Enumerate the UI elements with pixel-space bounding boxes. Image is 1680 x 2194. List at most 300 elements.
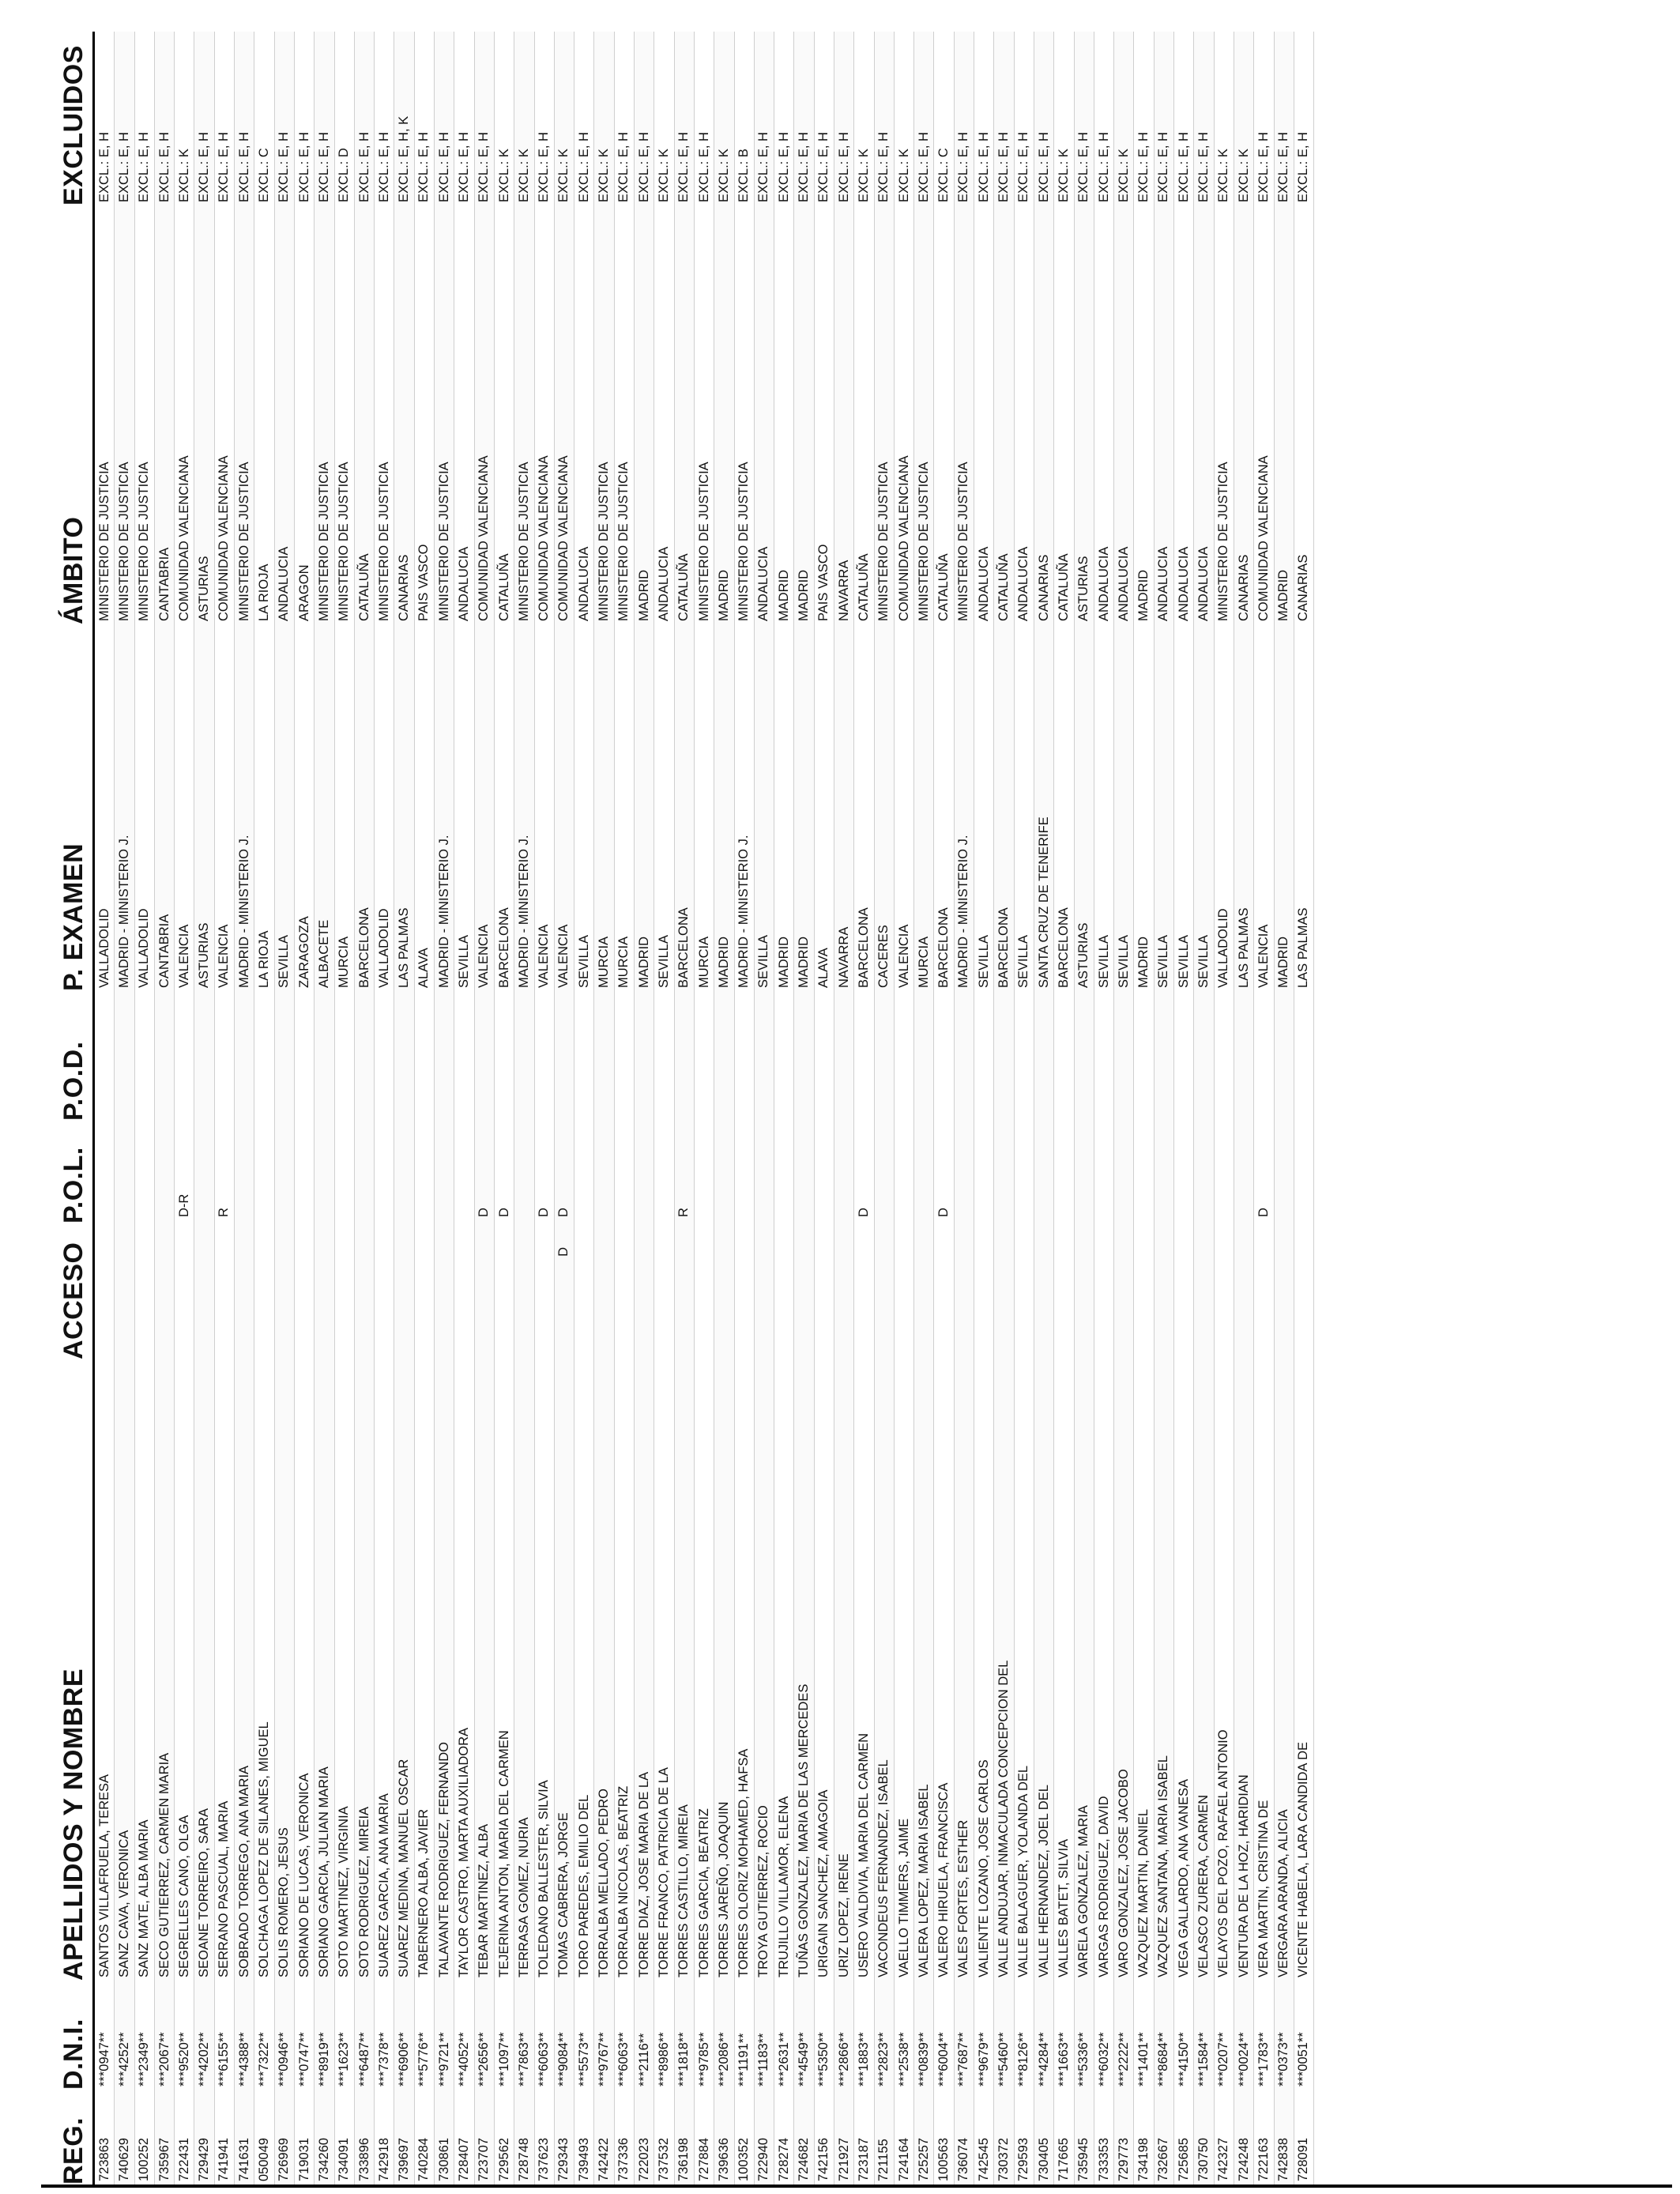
cell-reg: 725685 [1176, 2137, 1191, 2181]
cell-name: VALLES BATET, SILVIA [1056, 1838, 1071, 1977]
cell-reg: 724682 [797, 2137, 812, 2181]
cell-examen: BARCELONA [676, 907, 691, 988]
cell-reg: 724164 [896, 2137, 911, 2181]
cell-excluidos: EXCL.: E, H [1096, 132, 1111, 202]
cell-examen: BARCELONA [856, 907, 871, 988]
cell-ambito: COMUNIDAD VALENCIANA [896, 455, 911, 621]
cell-excluidos: EXCL.: E, H [1016, 132, 1031, 202]
header-excluidos: EXCLUIDOS [58, 45, 89, 205]
cell-ambito: MINISTERIO DE JUSTICIA [337, 462, 352, 621]
table-row [435, 32, 454, 2185]
cell-ambito: MINISTERIO DE JUSTICIA [137, 462, 152, 621]
cell-acceso: D [556, 1247, 571, 1257]
cell-excluidos: EXCL.: E, H [1156, 132, 1171, 202]
cell-ambito: MINISTERIO DE JUSTICIA [876, 462, 891, 621]
table-row [755, 32, 774, 2185]
cell-ambito: COMUNIDAD VALENCIANA [537, 455, 552, 621]
cell-name: SANZ MATE, ALBA MARIA [137, 1819, 152, 1977]
cell-examen: MURCIA [597, 936, 612, 988]
cell-ambito: MINISTERIO DE JUSTICIA [436, 462, 451, 621]
cell-examen: CANTABRIA [156, 914, 171, 988]
cell-reg: 736198 [676, 2137, 691, 2181]
cell-name: TERRASA GOMEZ, NURIA [516, 1817, 531, 1977]
cell-excluidos: EXCL.: E, H [236, 132, 251, 202]
cell-name: TORRE FRANCO, PATRICIA DE LA [656, 1767, 671, 1977]
cell-ambito: MINISTERIO DE JUSTICIA [696, 462, 711, 621]
cell-name: VAZQUEZ SANTANA, MARIA ISABEL [1156, 1755, 1171, 1977]
cell-ambito: ANDALUCIA [1016, 546, 1031, 621]
cell-examen: SEVILLA [1116, 935, 1131, 988]
table-row [335, 32, 355, 2185]
cell-name: VELAYOS DEL POZO, RAFAEL ANTONIO [1216, 1729, 1231, 1977]
cell-excluidos: EXCL.: E, H [956, 132, 971, 202]
cell-name: VARO GONZALEZ, JOSE JACOBO [1116, 1769, 1131, 1977]
cell-reg: 742327 [1216, 2137, 1231, 2181]
cell-name: VICENTE HABELA, LARA CANDIDA DE [1296, 1741, 1311, 1977]
cell-ambito: CATALUÑA [676, 553, 691, 621]
cell-dni: ***2538** [896, 2032, 911, 2087]
cell-reg: 739493 [576, 2137, 591, 2181]
cell-dni: ***4202** [197, 2032, 212, 2087]
cell-ambito: MINISTERIO DE JUSTICIA [376, 462, 391, 621]
table-row [1234, 32, 1254, 2185]
cell-reg: 721155 [876, 2139, 891, 2181]
cell-excluidos: EXCL.: K [1056, 149, 1071, 202]
cell-ambito: MINISTERIO DE JUSTICIA [96, 462, 111, 621]
cell-dni: ***7863** [516, 2032, 531, 2087]
cell-name: VAZQUEZ MARTIN, DANIEL [1136, 1808, 1151, 1977]
cell-examen: SANTA CRUZ DE TENERIFE [1036, 816, 1051, 988]
cell-name: VARGAS RODRIGUEZ, DAVID [1096, 1796, 1111, 1977]
table-row [1094, 32, 1114, 2185]
cell-ambito: MINISTERIO DE JUSTICIA [616, 462, 631, 621]
cell-dni: ***0051** [1296, 2032, 1311, 2087]
cell-reg: 729343 [556, 2137, 571, 2181]
cell-ambito: ANDALUCIA [1096, 546, 1111, 621]
cell-excluidos: EXCL.: K [556, 149, 571, 202]
cell-reg: 100352 [736, 2137, 751, 2181]
table-row [695, 32, 714, 2185]
cell-name: VAELLO TIMMERS, JAIME [896, 1818, 911, 1977]
cell-excluidos: EXCL.: E, H [197, 132, 212, 202]
cell-ambito: CANARIAS [1296, 554, 1311, 621]
cell-examen: SEVILLA [976, 935, 991, 988]
cell-dni: ***1818** [676, 2032, 691, 2087]
cell-dni: ***1401** [1136, 2032, 1151, 2087]
cell-excluidos: EXCL.: E, H [996, 132, 1011, 202]
cell-examen: ASTURIAS [197, 922, 212, 988]
cell-reg: 742918 [376, 2137, 391, 2181]
cell-dni: ***0373** [1276, 2032, 1291, 2087]
cell-reg: 722431 [176, 2137, 191, 2181]
cell-examen: SEVILLA [277, 935, 292, 988]
cell-examen: MADRID - MINISTERIO J. [116, 835, 131, 988]
table-row [135, 32, 155, 2185]
cell-name: SORIANO GARCIA, JULIAN MARIA [316, 1766, 331, 1977]
table-row [1155, 32, 1174, 2185]
cell-examen: MADRID - MINISTERIO J. [516, 835, 531, 988]
cell-name: TORRALBA NICOLAS, BEATRIZ [616, 1785, 631, 1977]
table-body [95, 32, 1314, 2185]
cell-name: VALIENTE LOZANO, JOSE CARLOS [976, 1759, 991, 1977]
cell-dni: ***2222** [1116, 2032, 1131, 2087]
table-row [854, 32, 874, 2185]
cell-dni: ***8126** [1016, 2032, 1031, 2087]
cell-examen: VALENCIA [477, 924, 492, 988]
cell-name: SANTOS VILLAFRUELA, TERESA [96, 1774, 111, 1977]
cell-examen: SEVILLA [656, 935, 671, 988]
cell-examen: BARCELONA [936, 907, 951, 988]
cell-dni: ***2086** [716, 2032, 731, 2087]
cell-name: TORRES GARCIA, BEATRIZ [696, 1808, 711, 1977]
cell-name: TORO PAREDES, EMILIO DEL [576, 1794, 591, 1977]
excluded-list-document [41, 32, 1672, 2188]
cell-dni: ***0024** [1236, 2032, 1251, 2087]
cell-reg: 729429 [197, 2137, 212, 2181]
cell-ambito: PAIS VASCO [816, 544, 831, 621]
cell-excluidos: EXCL.: K [597, 149, 612, 202]
cell-reg: 730372 [996, 2137, 1011, 2181]
cell-dni: ***1783** [1256, 2032, 1271, 2087]
cell-reg: 733353 [1096, 2137, 1111, 2181]
cell-reg: 742545 [976, 2137, 991, 2181]
cell-examen: MURCIA [616, 936, 631, 988]
cell-ambito: NAVARRA [836, 560, 851, 621]
cell-ambito: CANTABRIA [156, 547, 171, 621]
table-row [974, 32, 994, 2185]
cell-name: SOLIS ROMERO, JESUS [277, 1827, 292, 1977]
cell-excluidos: EXCL.: K [1236, 149, 1251, 202]
cell-reg: 734198 [1136, 2137, 1151, 2181]
cell-excluidos: EXCL.: E, H [1276, 132, 1291, 202]
table-row [994, 32, 1014, 2185]
cell-name: VERA MARTIN, CRISTINA DE [1256, 1800, 1271, 1977]
cell-reg: 742156 [816, 2137, 831, 2181]
cell-name: VALLE HERNANDEZ, JOEL DEL [1036, 1785, 1051, 1977]
cell-reg: 730750 [1196, 2137, 1211, 2181]
cell-pol: D [1256, 1208, 1271, 1217]
cell-examen: SEVILLA [756, 935, 771, 988]
cell-name: TORRES OLORIZ MOHAMED, HAFSA [736, 1748, 751, 1977]
cell-excluidos: EXCL.: E, H [457, 132, 471, 202]
cell-name: VALES FORTES, ESTHER [956, 1819, 971, 1977]
cell-dni: ***2067** [156, 2032, 171, 2087]
cell-dni: ***4549** [797, 2032, 812, 2087]
cell-name: TOMAS CABRERA, JORGE [556, 1812, 571, 1977]
table-row [454, 32, 474, 2185]
cell-reg: 729562 [496, 2137, 511, 2181]
cell-excluidos: EXCL.: E, H [1176, 132, 1191, 202]
cell-name: URIZ LOPEZ, IRENE [836, 1853, 851, 1977]
cell-examen: MADRID - MINISTERIO J. [956, 835, 971, 988]
cell-reg: 737623 [537, 2137, 552, 2181]
cell-excluidos: EXCL.: E, H [316, 132, 331, 202]
table-row [815, 32, 834, 2185]
cell-examen: VALENCIA [176, 924, 191, 988]
cell-ambito: ASTURIAS [1076, 556, 1091, 621]
header-acceso: ACCESO [58, 1242, 89, 1359]
cell-reg: 742422 [597, 2137, 612, 2181]
table-row [1174, 32, 1194, 2185]
cell-reg: 740284 [416, 2137, 431, 2181]
cell-name: VALLE BALAGUER, YOLANDA DEL [1016, 1765, 1031, 1977]
table-row [375, 32, 394, 2185]
cell-ambito: MINISTERIO DE JUSTICIA [736, 462, 751, 621]
table-row [1134, 32, 1154, 2185]
cell-excluidos: EXCL.: E, H [576, 132, 591, 202]
cell-examen: VALENCIA [556, 924, 571, 988]
cell-reg: 730405 [1036, 2137, 1051, 2181]
cell-excluidos: EXCL.: E, H [537, 132, 552, 202]
cell-dni: ***1883** [856, 2032, 871, 2087]
cell-reg: 742838 [1276, 2137, 1291, 2181]
cell-pol: D [477, 1208, 492, 1217]
cell-name: SEOANE TORREIRO, SARA [197, 1808, 212, 1977]
cell-reg: 726969 [277, 2137, 292, 2181]
cell-dni: ***6155** [217, 2032, 232, 2087]
table-row [635, 32, 654, 2185]
cell-dni: ***1623** [337, 2032, 352, 2087]
cell-examen: ZARAGOZA [296, 916, 311, 988]
cell-ambito: MINISTERIO DE JUSTICIA [1216, 462, 1231, 621]
cell-ambito: ARAGON [296, 564, 311, 621]
table-row [895, 32, 914, 2185]
cell-pol: D [856, 1208, 871, 1217]
table-row [194, 32, 214, 2185]
cell-name: TEJERINA ANTON, MARIA DEL CARMEN [496, 1730, 511, 1977]
table-row [875, 32, 895, 2185]
cell-excluidos: EXCL.: K [896, 149, 911, 202]
cell-ambito: CATALUÑA [1056, 553, 1071, 621]
table-row [275, 32, 295, 2185]
cell-ambito: COMUNIDAD VALENCIANA [1256, 455, 1271, 621]
cell-dni: ***8986** [656, 2032, 671, 2087]
header-name: APELLIDOS Y NOMBRE [58, 1668, 89, 1981]
cell-ambito: CATALUÑA [996, 553, 1011, 621]
table-row [514, 32, 534, 2185]
cell-examen: SEVILLA [1196, 935, 1211, 988]
cell-reg: 728407 [457, 2137, 471, 2181]
cell-ambito: MINISTERIO DE JUSTICIA [597, 462, 612, 621]
cell-ambito: CATALUÑA [496, 553, 511, 621]
cell-ambito: COMUNIDAD VALENCIANA [176, 455, 191, 621]
cell-examen: SEVILLA [1016, 935, 1031, 988]
cell-name: USERO VALDIVIA, MARIA DEL CARMEN [856, 1733, 871, 1977]
cell-ambito: COMUNIDAD VALENCIANA [477, 455, 492, 621]
table-row [594, 32, 614, 2185]
cell-ambito: ANDALUCIA [1116, 546, 1131, 621]
table-row [1034, 32, 1054, 2185]
cell-name: VELASCO ZURERA, CARMEN [1196, 1794, 1211, 1977]
table-header [41, 32, 95, 2185]
cell-examen: LAS PALMAS [1296, 907, 1311, 988]
cell-name: VENTURA DE LA HOZ, HARIDIAN [1236, 1774, 1251, 1977]
cell-name: TORRES CASTILLO, MIREIA [676, 1804, 691, 1977]
cell-reg: 717665 [1056, 2137, 1071, 2181]
cell-excluidos: EXCL.: E, H [776, 132, 791, 202]
cell-ambito: MINISTERIO DE JUSTICIA [916, 462, 931, 621]
cell-dni: ***4284** [1036, 2032, 1051, 2087]
cell-examen: LA RIOJA [257, 930, 272, 988]
cell-ambito: MINISTERIO DE JUSTICIA [116, 462, 131, 621]
cell-ambito: ANDALUCIA [1156, 546, 1171, 621]
table-row [235, 32, 254, 2185]
cell-dni: ***7687** [956, 2032, 971, 2087]
table-row [735, 32, 755, 2185]
table-row [155, 32, 175, 2185]
cell-excluidos: EXCL.: D [337, 148, 352, 202]
cell-reg: 725257 [916, 2137, 931, 2181]
cell-excluidos: EXCL.: K [1116, 149, 1131, 202]
cell-excluidos: EXCL.: E, H [876, 132, 891, 202]
cell-excluidos: EXCL.: E, H [1256, 132, 1271, 202]
cell-dni: ***2866** [836, 2032, 851, 2087]
cell-reg: 721927 [836, 2137, 851, 2181]
cell-name: URIGAIN SANCHEZ, AMAGOIA [816, 1789, 831, 1977]
cell-examen: MADRID [797, 936, 812, 988]
cell-excluidos: EXCL.: E, H [1136, 132, 1151, 202]
cell-reg: 728274 [776, 2137, 791, 2181]
cell-excluidos: EXCL.: E, H [356, 132, 371, 202]
cell-ambito: ANDALUCIA [756, 546, 771, 621]
cell-examen: BARCELONA [496, 907, 511, 988]
cell-dni: ***2823** [876, 2032, 891, 2087]
cell-dni: ***1183** [756, 2033, 771, 2087]
cell-examen: SEVILLA [1096, 935, 1111, 988]
cell-ambito: MINISTERIO DE JUSTICIA [236, 462, 251, 621]
cell-excluidos: EXCL.: K [716, 149, 731, 202]
cell-dni: ***2631** [776, 2032, 791, 2087]
cell-ambito: ANDALUCIA [576, 546, 591, 621]
cell-name: VALERO HIRUELA, FRANCISCA [936, 1782, 951, 1977]
cell-excluidos: EXCL.: K [516, 149, 531, 202]
table-row [1254, 32, 1274, 2185]
cell-ambito: PAIS VASCO [416, 544, 431, 621]
cell-reg: 722940 [756, 2137, 771, 2181]
cell-reg: 734091 [337, 2137, 352, 2181]
cell-dni: ***6032** [1096, 2032, 1111, 2087]
cell-name: TROYA GUTIERREZ, ROCIO [756, 1805, 771, 1977]
cell-examen: SEVILLA [457, 935, 471, 988]
table-row [675, 32, 695, 2185]
cell-ambito: CANARIAS [1236, 554, 1251, 621]
cell-excluidos: EXCL.: E, H [696, 132, 711, 202]
table-row [1075, 32, 1094, 2185]
cell-name: TABERNERO ALBA, JAVIER [416, 1808, 431, 1977]
cell-dni: ***0839** [916, 2032, 931, 2087]
cell-excluidos: EXCL.: E, H [1076, 132, 1091, 202]
table-row [794, 32, 814, 2185]
cell-excluidos: EXCL.: E, H [376, 132, 391, 202]
cell-reg: 733896 [356, 2137, 371, 2181]
cell-reg: 723707 [477, 2137, 492, 2181]
cell-excluidos: EXCL.: E, H [836, 132, 851, 202]
cell-name: SUAREZ GARCIA, ANA MARIA [376, 1793, 391, 1977]
cell-dni: ***2116** [636, 2033, 651, 2087]
cell-reg: 100563 [936, 2137, 951, 2181]
cell-excluidos: EXCL.: K [496, 149, 511, 202]
cell-excluidos: EXCL.: E, H [797, 132, 812, 202]
cell-examen: BARCELONA [356, 907, 371, 988]
cell-examen: VALLADOLID [96, 908, 111, 988]
cell-examen: ALBACETE [316, 919, 331, 988]
cell-dni: ***5573** [576, 2032, 591, 2087]
cell-name: SERRANO PASCUAL, MARIA [217, 1800, 232, 1977]
cell-name: VALERA LOPEZ, MARIA ISABEL [916, 1784, 931, 1977]
cell-examen: SEVILLA [1156, 935, 1171, 988]
cell-name: SANZ CAVA, VERONICA [116, 1830, 131, 1977]
cell-excluidos: EXCL.: E, H, K [397, 115, 412, 202]
table-row [714, 32, 734, 2185]
cell-ambito: MADRID [1136, 569, 1151, 621]
cell-reg: 734260 [316, 2137, 331, 2181]
cell-reg: 723863 [96, 2137, 111, 2181]
table-row [475, 32, 495, 2185]
cell-excluidos: EXCL.: E, H [676, 132, 691, 202]
cell-ambito: CANARIAS [1036, 554, 1051, 621]
cell-ambito: COMUNIDAD VALENCIANA [217, 455, 232, 621]
cell-name: VACONDEUS FERNANDEZ, ISABEL [876, 1759, 891, 1977]
table-row [254, 32, 274, 2185]
cell-excluidos: EXCL.: C [257, 148, 272, 202]
cell-ambito: MADRID [716, 569, 731, 621]
cell-examen: MADRID [716, 936, 731, 988]
cell-examen: LAS PALMAS [397, 907, 412, 988]
table-row [315, 32, 334, 2185]
cell-excluidos: EXCL.: E, H [1196, 132, 1211, 202]
table-row [115, 32, 134, 2185]
cell-dni: ***0947** [96, 2032, 111, 2087]
cell-dni: ***4252** [116, 2032, 131, 2087]
cell-reg: 740629 [116, 2137, 131, 2181]
cell-excluidos: EXCL.: E, H [816, 132, 831, 202]
cell-name: TOLEDANO BALLESTER, SILVIA [537, 1780, 552, 1977]
cell-examen: MADRID [776, 936, 791, 988]
cell-dni: ***2349** [137, 2032, 152, 2087]
cell-excluidos: EXCL.: E, H [477, 132, 492, 202]
cell-ambito: ANDALUCIA [976, 546, 991, 621]
cell-name: SECO GUTIERREZ, CARMEN MARIA [156, 1752, 171, 1977]
header-pol: P.O.L. [58, 1147, 89, 1223]
cell-excluidos: EXCL.: E, H [976, 132, 991, 202]
header-ambito: ÁMBITO [58, 516, 89, 624]
cell-reg: 741631 [236, 2137, 251, 2181]
table-row [495, 32, 514, 2185]
cell-name: SOLCHAGA LOPEZ DE SILANES, MIGUEL [257, 1721, 272, 1977]
cell-examen: VALENCIA [896, 924, 911, 988]
cell-examen: MURCIA [696, 936, 711, 988]
cell-dni: ***6063** [537, 2032, 552, 2087]
cell-reg: 722163 [1256, 2137, 1271, 2181]
cell-excluidos: EXCL.: E, H [277, 132, 292, 202]
cell-ambito: MADRID [636, 569, 651, 621]
table-row [934, 32, 954, 2185]
cell-name: SEGRELLES CANO, OLGA [176, 1815, 191, 1977]
table-row [555, 32, 574, 2185]
cell-reg: 729773 [1116, 2137, 1131, 2181]
cell-excluidos: EXCL.: E, H [116, 132, 131, 202]
cell-examen: MURCIA [337, 936, 352, 988]
table-row [535, 32, 555, 2185]
table-row [1015, 32, 1034, 2185]
cell-name: VALLE ANDUJAR, INMACULADA CONCEPCION DEL [996, 1660, 1011, 1977]
cell-pol: R [676, 1208, 691, 1217]
cell-examen: CACERES [876, 925, 891, 988]
cell-reg: 739636 [716, 2137, 731, 2181]
cell-dni: ***5460** [996, 2032, 1011, 2087]
cell-excluidos: EXCL.: E, H [636, 132, 651, 202]
cell-ambito: CATALUÑA [856, 553, 871, 621]
